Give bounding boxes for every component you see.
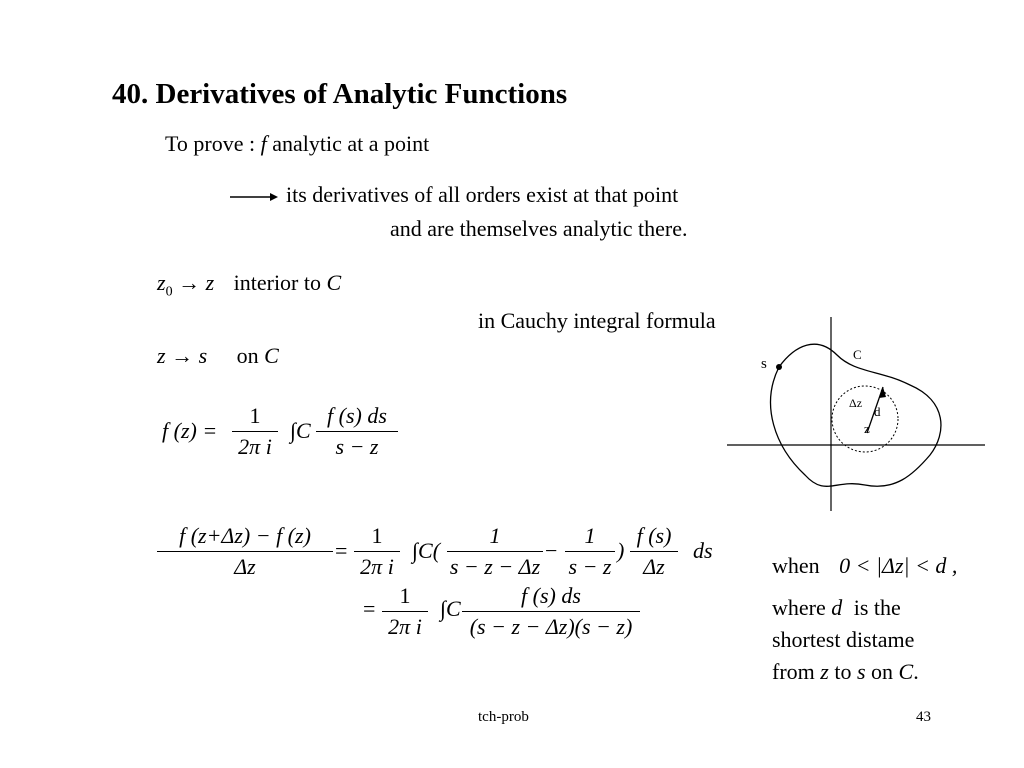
result-integrand <box>462 582 640 641</box>
integrand-num: f (s) ds <box>327 403 387 428</box>
close-paren: ) <box>617 538 625 563</box>
term-fs-num: f (s) <box>636 523 672 548</box>
page-number: 43 <box>916 709 931 725</box>
coeff-num: 1 <box>371 523 383 548</box>
integrand-den: s − z <box>335 434 379 459</box>
subscript-0: 0 <box>165 284 173 300</box>
var-C: C <box>296 418 311 443</box>
coeff-num: 1 <box>249 403 261 428</box>
label-d: d <box>874 404 881 419</box>
difference-quotient <box>157 522 333 581</box>
cauchy-label: in Cauchy integral formula <box>478 308 716 333</box>
contour-curve <box>771 344 941 486</box>
var-z: z <box>157 270 166 295</box>
coeff-den: 2π i <box>388 614 422 639</box>
cauchy-lhs: f (z) = <box>162 418 218 443</box>
integral-icon: ∫ <box>440 596 447 621</box>
var-s: s <box>198 343 208 368</box>
coeff-den: 2π i <box>360 554 394 579</box>
coeff-1 <box>354 522 400 581</box>
var-C: C <box>418 538 433 563</box>
coeff-2 <box>382 582 428 641</box>
implies-arrow-icon <box>230 189 278 203</box>
equals-sign-2: = <box>363 596 376 621</box>
to-text: to <box>834 659 852 684</box>
period: . <box>913 659 919 684</box>
note-when <box>772 553 957 579</box>
cauchy-integrand <box>316 402 398 461</box>
to-prove-f: f <box>260 131 267 156</box>
integral-icon: ∫ <box>290 418 297 443</box>
integral-1 <box>412 538 440 564</box>
where-text: where <box>772 595 826 620</box>
fraction-bar <box>232 431 278 432</box>
coeff-num: 1 <box>399 583 411 608</box>
term-a-den: s − z − Δz <box>449 554 541 579</box>
term-b <box>565 522 615 581</box>
limit-z0-z <box>157 270 341 300</box>
term-a <box>447 522 543 581</box>
label-s: s <box>761 356 767 372</box>
fraction-bar <box>157 551 333 552</box>
disk-circle <box>832 386 898 452</box>
var-z: z <box>820 659 829 684</box>
slide-title: 40. Derivatives of Analytic Functions <box>112 78 568 110</box>
term-fs <box>630 522 678 581</box>
note-where <box>772 595 901 621</box>
when-text: when <box>772 553 820 578</box>
equals-sign: = <box>335 538 348 563</box>
label-C: C <box>853 347 862 362</box>
label-dz: Δz <box>849 396 863 410</box>
minus-sign: − <box>545 538 558 563</box>
ds-label: ds <box>693 538 713 563</box>
var-C: C <box>898 659 914 684</box>
result-num: f (s) ds <box>521 583 581 608</box>
to-prove-rest: analytic at a point <box>272 131 430 156</box>
var-C: C <box>264 343 279 368</box>
note-line3: shortest distame <box>772 627 915 652</box>
interior-to-text: interior to <box>233 270 321 295</box>
coeff-den: 2π i <box>238 434 272 459</box>
from-text: from <box>772 659 815 684</box>
conclusion-line2: and are themselves analytic there. <box>390 216 688 241</box>
integral-2 <box>440 596 461 622</box>
to-prove-prefix: To prove : <box>165 131 256 156</box>
var-z: z <box>157 343 166 368</box>
inequality: 0 < |Δz| < d , <box>839 553 958 578</box>
footer-source: tch-prob <box>478 709 529 725</box>
open-paren: ( <box>432 538 441 563</box>
fraction-bar <box>630 551 678 552</box>
fraction-bar <box>316 431 398 432</box>
fraction-bar <box>462 611 640 612</box>
integral-icon: ∫ <box>412 538 419 563</box>
cauchy-coeff <box>232 402 278 461</box>
term-fs-den: Δz <box>643 554 665 579</box>
to-prove-line <box>165 131 429 157</box>
fraction-bar <box>354 551 400 552</box>
fraction-bar <box>382 611 428 612</box>
fraction-bar <box>447 551 543 552</box>
var-z: z <box>205 270 215 295</box>
contour-diagram <box>725 315 987 515</box>
var-d: d <box>831 595 843 620</box>
term-b-num: 1 <box>584 523 596 548</box>
integral-sign <box>290 418 311 444</box>
right-arrow-icon: → <box>178 270 201 295</box>
dq-num: f (z+Δz) − f (z) <box>179 523 311 548</box>
on-text: on <box>236 343 259 368</box>
var-C: C <box>326 270 342 295</box>
limit-z-s <box>157 343 279 369</box>
dq-den: Δz <box>234 554 256 579</box>
term-a-num: 1 <box>489 523 501 548</box>
var-C: C <box>446 596 461 621</box>
on-text: on <box>871 659 894 684</box>
label-z: z <box>864 421 870 436</box>
var-s: s <box>856 659 866 684</box>
conclusion-line1: its derivatives of all orders exist at that point <box>286 182 679 207</box>
fraction-bar <box>565 551 615 552</box>
point-s <box>776 364 782 370</box>
term-b-den: s − z <box>568 554 612 579</box>
result-den: (s − z − Δz)(s − z) <box>469 614 633 639</box>
right-arrow-icon: → <box>171 343 194 368</box>
is-the-text: is the <box>853 595 901 620</box>
note-line4 <box>772 659 919 685</box>
